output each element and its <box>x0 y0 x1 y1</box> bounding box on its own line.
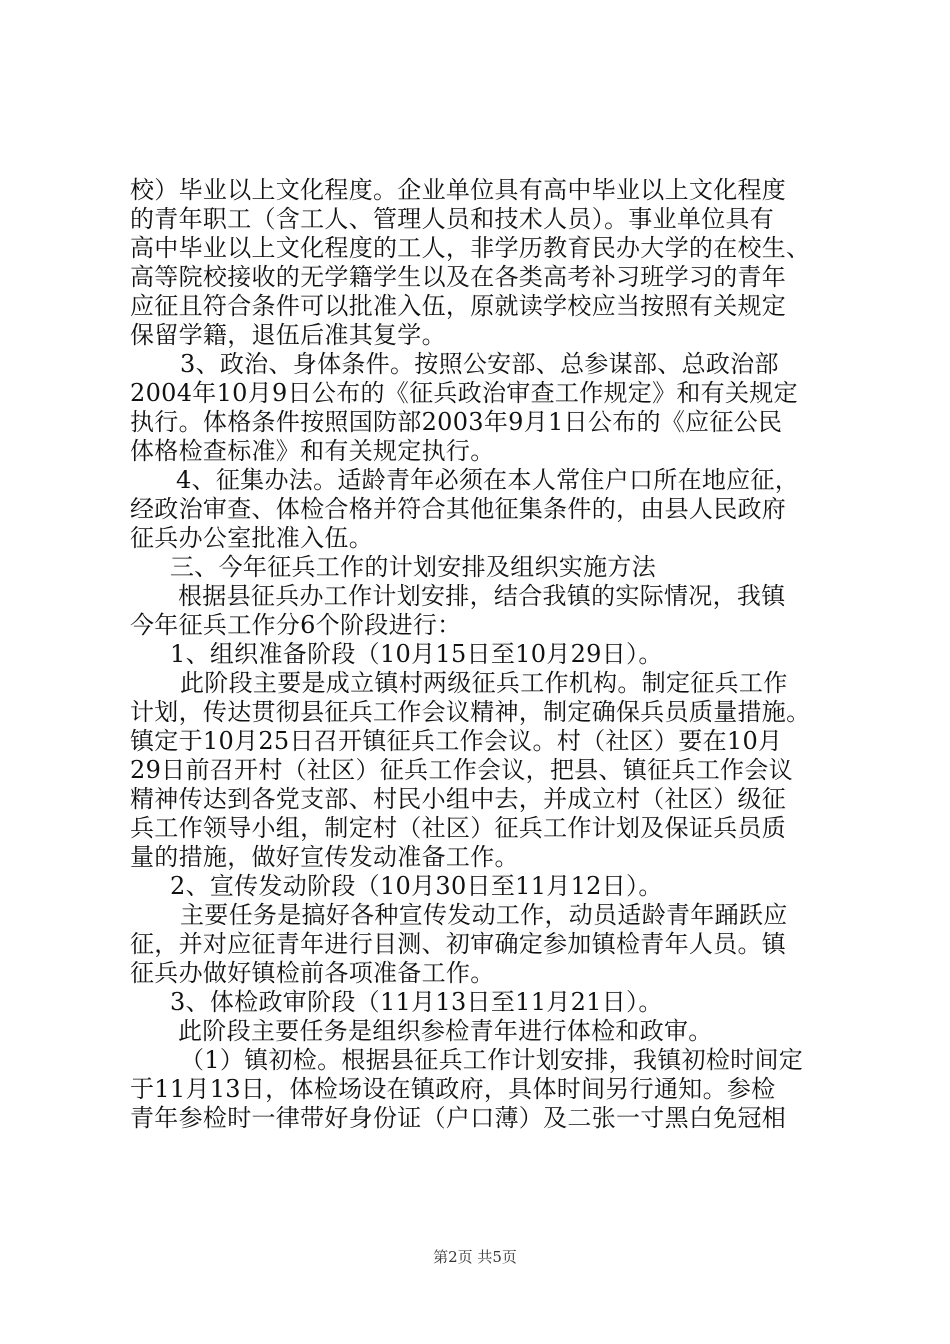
text-line: 经政治审查、体检合格并符合其他征集条件的，由县人民政府 <box>130 495 787 523</box>
text-line: 1、组织准备阶段（10月15日至10月29日）。 <box>170 640 663 668</box>
text-line: 于11月13日，体检场设在镇政府，具体时间另行通知。参检 <box>130 1075 776 1103</box>
text-line: 此阶段主要任务是组织参检青年进行体检和政审。 <box>178 1017 713 1045</box>
text-line: 镇定于10月25日召开镇征兵工作会议。村（社区）要在10月 <box>130 727 783 755</box>
text-line: 今年征兵工作分6个阶段进行： <box>130 611 462 639</box>
text-line: 29日前召开村（社区）征兵工作会议，把县、镇征兵工作会议 <box>130 756 793 784</box>
text-line: 量的措施，做好宣传发动准备工作。 <box>130 843 519 871</box>
text-line: 校）毕业以上文化程度。企业单位具有高中毕业以上文化程度 <box>130 176 787 204</box>
text-line: 2004年10月9日公布的《征兵政治审查工作规定》和有关规定 <box>130 379 798 407</box>
text-line: 体格检查标准》和有关规定执行。 <box>130 437 495 465</box>
text-line: 的青年职工（含工人、管理人员和技术人员）。事业单位具有 <box>130 205 775 233</box>
text-line: 兵工作领导小组，制定村（社区）征兵工作计划及保证兵员质 <box>130 814 787 842</box>
document-body <box>130 176 830 1133</box>
text-line: 精神传达到各党支部、村民小组中去，并成立村（社区）级征 <box>130 785 787 813</box>
text-line: （1）镇初检。根据县征兵工作计划安排，我镇初检时间定 <box>180 1046 804 1074</box>
text-line: 2、宣传发动阶段（10月30日至11月12日）。 <box>170 872 663 900</box>
text-line: 主要任务是搞好各种宣传发动工作，动员适龄青年踊跃应 <box>180 901 788 929</box>
text-line: 执行。体格条件按照国防部2003年9月1日公布的《应征公民 <box>130 408 783 436</box>
text-line: 4、征集办法。适龄青年必须在本人常住户口所在地应征， <box>176 466 800 494</box>
text-line: 征兵办公室批准入伍。 <box>130 524 373 552</box>
text-line: 征，并对应征青年进行目测、初审确定参加镇检青年人员。镇 <box>130 930 787 958</box>
page-footer <box>0 1246 950 1267</box>
text-line: 3、政治、身体条件。按照公安部、总参谋部、总政治部 <box>180 350 779 378</box>
text-line: 高中毕业以上文化程度的工人，非学历教育民办大学的在校生、 <box>130 234 811 262</box>
text-line: 根据县征兵办工作计划安排，结合我镇的实际情况，我镇 <box>178 582 786 610</box>
page-number: 第2页 共5页 <box>433 1248 517 1266</box>
text-line: 征兵办做好镇检前各项准备工作。 <box>130 959 495 987</box>
text-line: 此阶段主要是成立镇村两级征兵工作机构。制定征兵工作 <box>180 669 788 697</box>
text-line: 计划，传达贯彻县征兵工作会议精神，制定确保兵员质量措施。 <box>130 698 811 726</box>
text-line: 3、体检政审阶段（11月13日至11月21日）。 <box>170 988 663 1016</box>
text-line: 保留学籍，退伍后准其复学。 <box>130 321 446 349</box>
section-heading: 三、今年征兵工作的计划安排及组织实施方法 <box>170 553 656 581</box>
text-line: 高等院校接收的无学籍学生以及在各类高考补习班学习的青年 <box>130 263 787 291</box>
text-line: 应征且符合条件可以批准入伍，原就读学校应当按照有关规定 <box>130 292 787 320</box>
text-line: 青年参检时一律带好身份证（户口薄）及二张一寸黑白免冠相 <box>130 1104 787 1132</box>
